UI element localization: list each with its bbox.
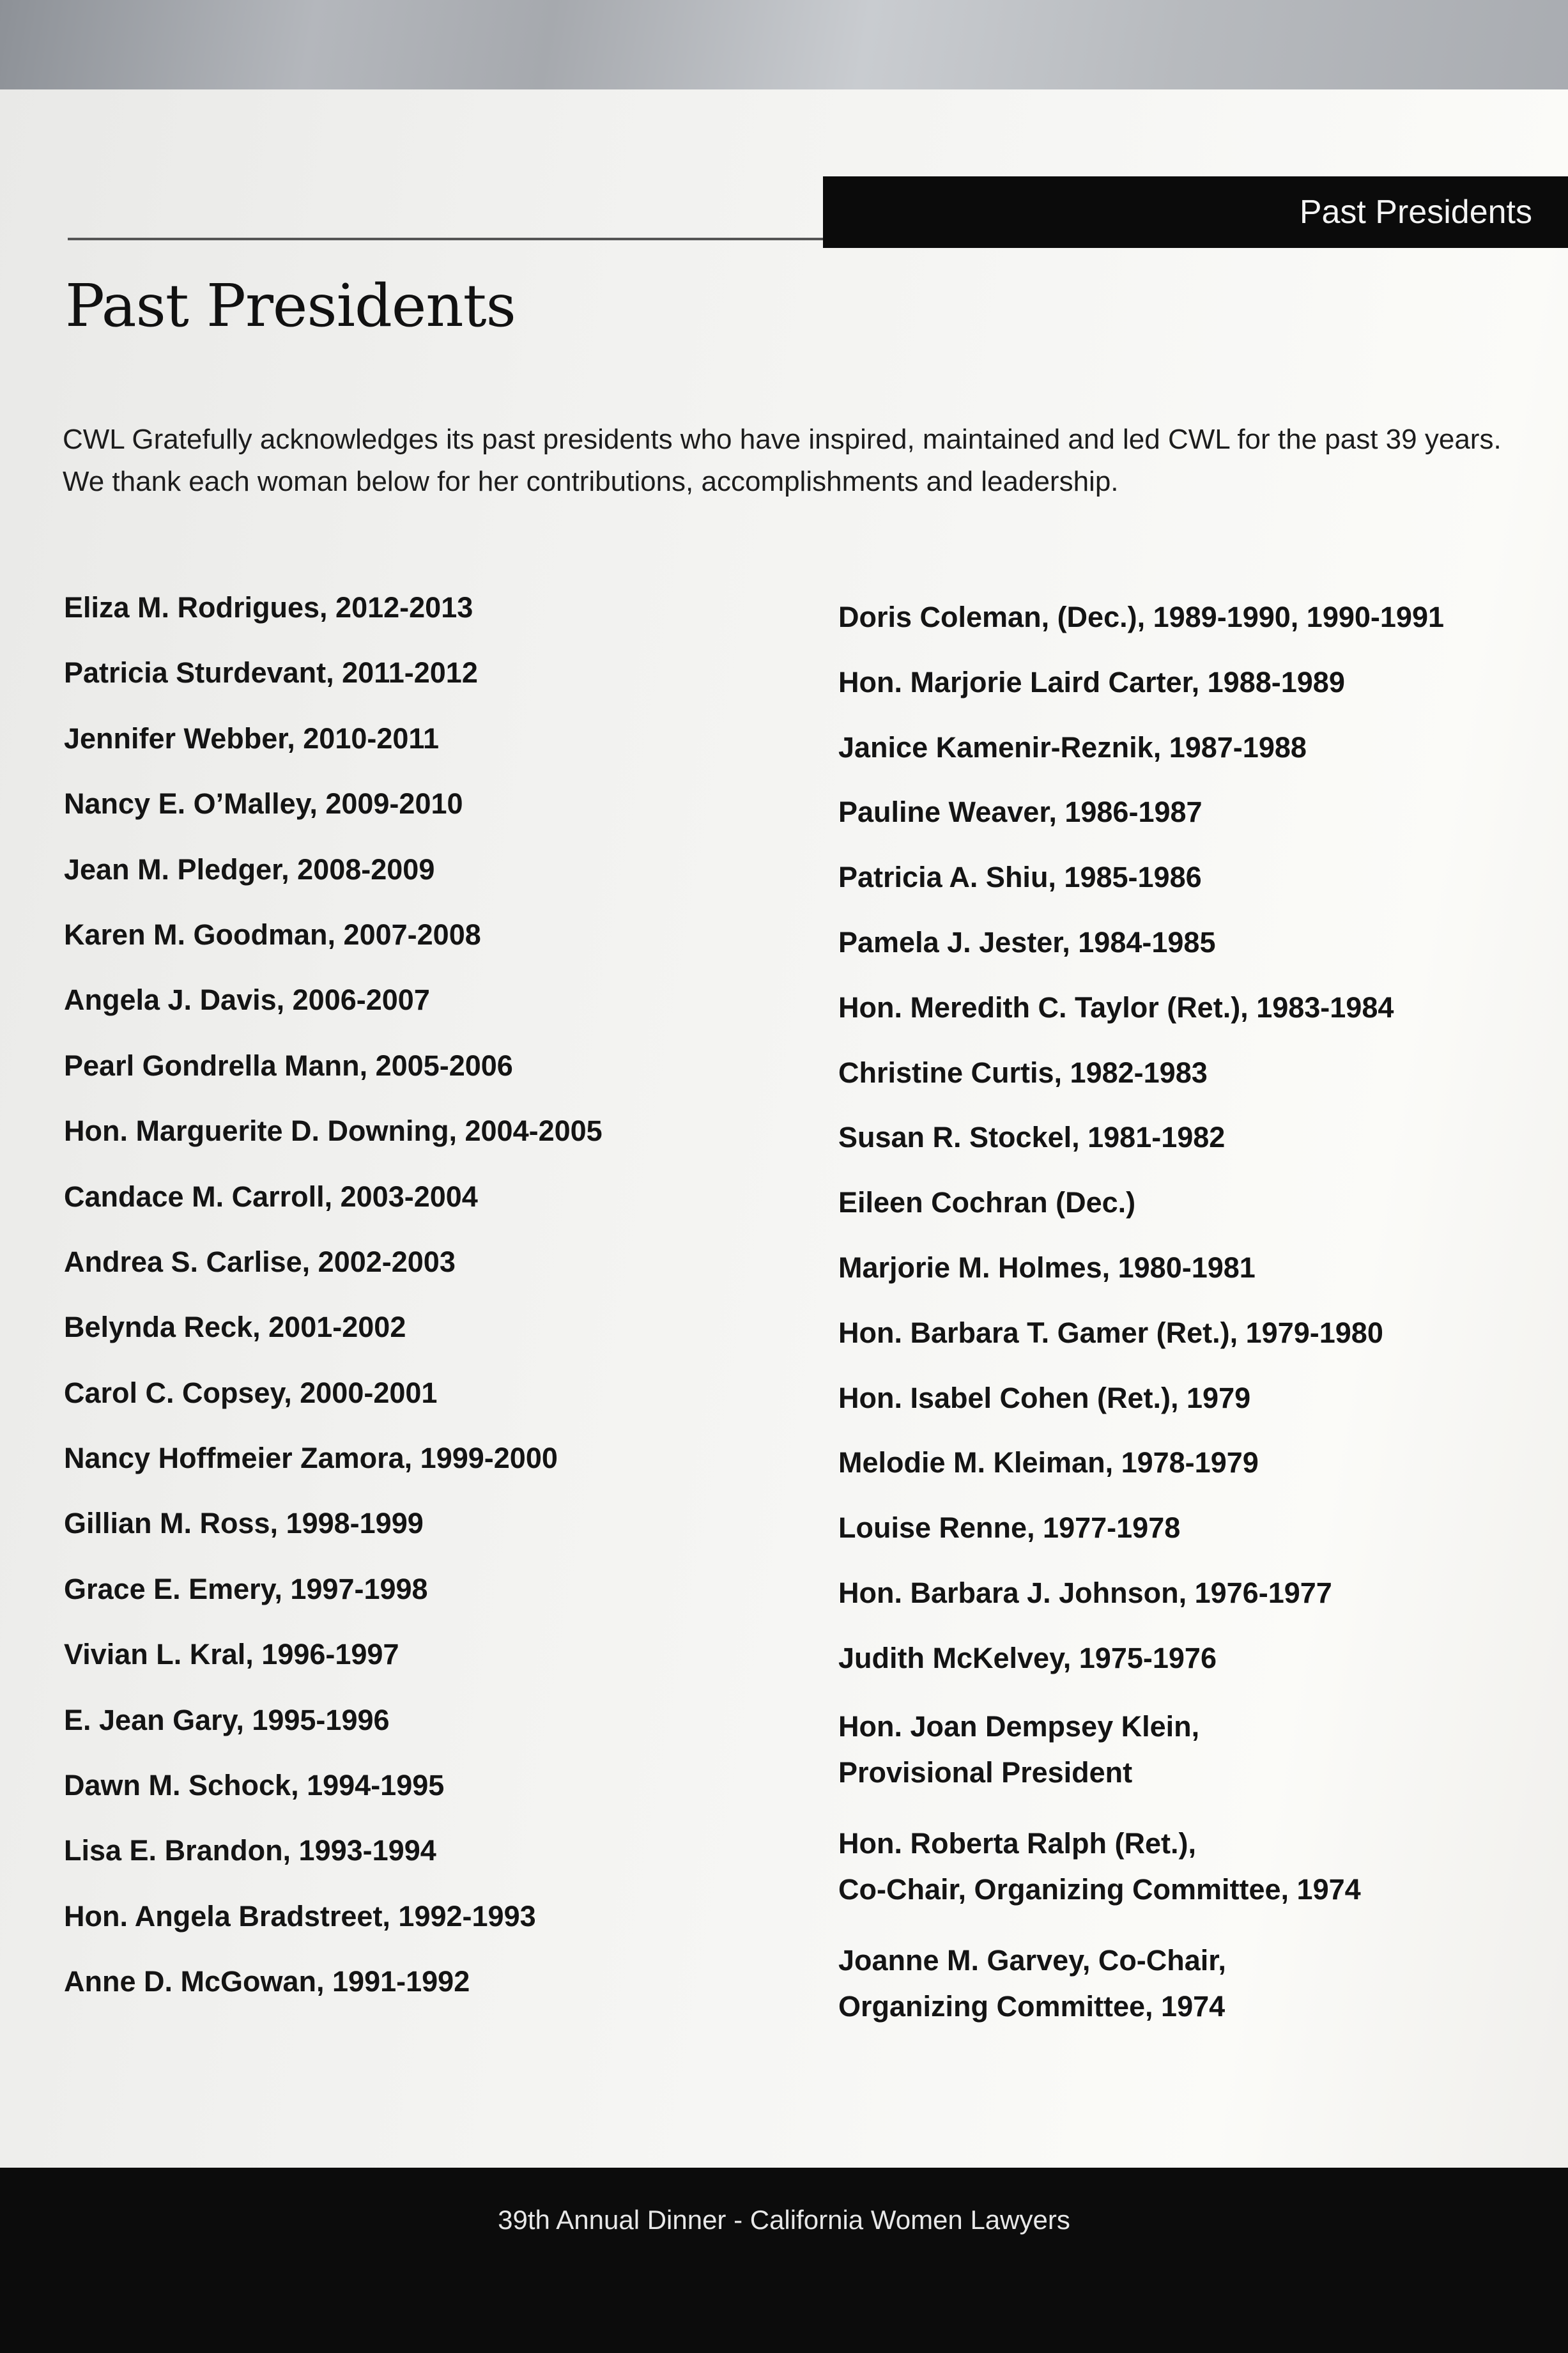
footer-bar	[0, 2168, 1568, 2353]
past-president-entry: Karen M. Goodman, 2007-2008	[64, 918, 481, 951]
past-president-entry-multiline	[838, 1704, 1554, 1821]
entry-line-1: Joanne M. Garvey, Co-Chair,	[838, 1943, 1226, 1977]
past-president-entry: Angela J. Davis, 2006-2007	[64, 984, 430, 1017]
past-president-entry: Patricia Sturdevant, 2011-2012	[64, 656, 478, 690]
past-president-entry: Marjorie M. Holmes, 1980-1981	[838, 1251, 1256, 1284]
past-president-entry: Nancy E. O’Malley, 2009-2010	[64, 787, 463, 821]
past-president-entry: Hon. Meredith C. Taylor (Ret.), 1983-1984	[838, 991, 1394, 1024]
past-president-entry: Melodie M. Kleiman, 1978-1979	[838, 1446, 1259, 1479]
past-president-entry: Hon. Barbara T. Gamer (Ret.), 1979-1980	[838, 1316, 1383, 1349]
past-president-entry: Pamela J. Jester, 1984-1985	[838, 925, 1216, 959]
past-president-entry: Carol C. Copsey, 2000-2001	[64, 1376, 438, 1409]
past-president-entry: Jean M. Pledger, 2008-2009	[64, 852, 435, 886]
header-rule	[68, 238, 823, 240]
past-president-entry: E. Jean Gary, 1995-1996	[64, 1703, 390, 1736]
entry-line-2: Organizing Committee, 1974	[838, 1989, 1226, 2023]
intro-paragraph: CWL Gratefully acknowledges its past presidents who have inspired, maintained and led CWL for the past 39 years. We thank each woman below for her contributions, accomplishments and leadership.	[63, 424, 1502, 497]
past-president-entry: Dawn M. Schock, 1994-1995	[64, 1769, 445, 1802]
past-president-entry: Doris Coleman, (Dec.), 1989-1990, 1990-1991	[838, 601, 1445, 633]
past-president-entry: Lisa E. Brandon, 1993-1994	[64, 1834, 436, 1867]
page-title: Past Presidents	[65, 272, 516, 340]
entry-line-1: Hon. Roberta Ralph (Ret.),	[838, 1826, 1196, 1860]
right-column-list	[838, 598, 1554, 2055]
past-president-entry: Pearl Gondrella Mann, 2005-2006	[64, 1049, 513, 1082]
past-president-entry: Grace E. Emery, 1997-1998	[64, 1572, 428, 1605]
past-president-entry: Eliza M. Rodrigues, 2012-2013	[64, 591, 473, 624]
past-president-entry: Eileen Cochran (Dec.)	[838, 1186, 1136, 1219]
past-president-entry: Patricia A. Shiu, 1985-1986	[838, 861, 1202, 894]
past-president-entry: Jennifer Webber, 2010-2011	[64, 721, 439, 755]
past-president-entry: Anne D. McGowan, 1991-1992	[64, 1965, 470, 1998]
past-president-entry: Christine Curtis, 1982-1983	[838, 1056, 1208, 1089]
footer-text: 39th Annual Dinner - California Women Lawyers	[498, 2205, 1070, 2235]
past-president-entry: Candace M. Carroll, 2003-2004	[64, 1180, 478, 1213]
left-column-list	[64, 588, 818, 2028]
section-header-bar	[823, 176, 1568, 248]
past-president-entry: Hon. Angela Bradstreet, 1992-1993	[64, 1899, 536, 1933]
past-president-entry: Pauline Weaver, 1986-1987	[838, 796, 1203, 829]
past-president-entry: Susan R. Stockel, 1981-1982	[838, 1121, 1226, 1154]
past-president-entry: Vivian L. Kral, 1996-1997	[64, 1638, 399, 1671]
past-president-entry: Andrea S. Carlise, 2002-2003	[64, 1245, 456, 1278]
past-president-entry: Nancy Hoffmeier Zamora, 1999-2000	[64, 1442, 558, 1475]
past-president-entry-multiline	[838, 1938, 1554, 2055]
past-president-entry: Louise Renne, 1977-1978	[838, 1511, 1181, 1545]
past-president-entry-multiline	[838, 1821, 1554, 1938]
entry-line-2: Co-Chair, Organizing Committee, 1974	[838, 1872, 1361, 1906]
entry-line-1: Hon. Joan Dempsey Klein,	[838, 1709, 1200, 1743]
past-president-entry: Gillian M. Ross, 1998-1999	[64, 1507, 424, 1540]
past-president-entry: Judith McKelvey, 1975-1976	[838, 1641, 1217, 1674]
past-president-entry: Hon. Marguerite D. Downing, 2004-2005	[64, 1115, 603, 1148]
past-president-entry: Belynda Reck, 2001-2002	[64, 1311, 406, 1344]
section-header-label: Past Presidents	[1299, 194, 1532, 231]
past-president-entry: Hon. Barbara J. Johnson, 1976-1977	[838, 1576, 1332, 1609]
past-president-entry: Janice Kamenir-Reznik, 1987-1988	[838, 730, 1307, 764]
past-president-entry: Hon. Isabel Cohen (Ret.), 1979	[838, 1381, 1251, 1414]
entry-line-2: Provisional President	[838, 1755, 1133, 1789]
past-president-entry: Hon. Marjorie Laird Carter, 1988-1989	[838, 665, 1345, 698]
